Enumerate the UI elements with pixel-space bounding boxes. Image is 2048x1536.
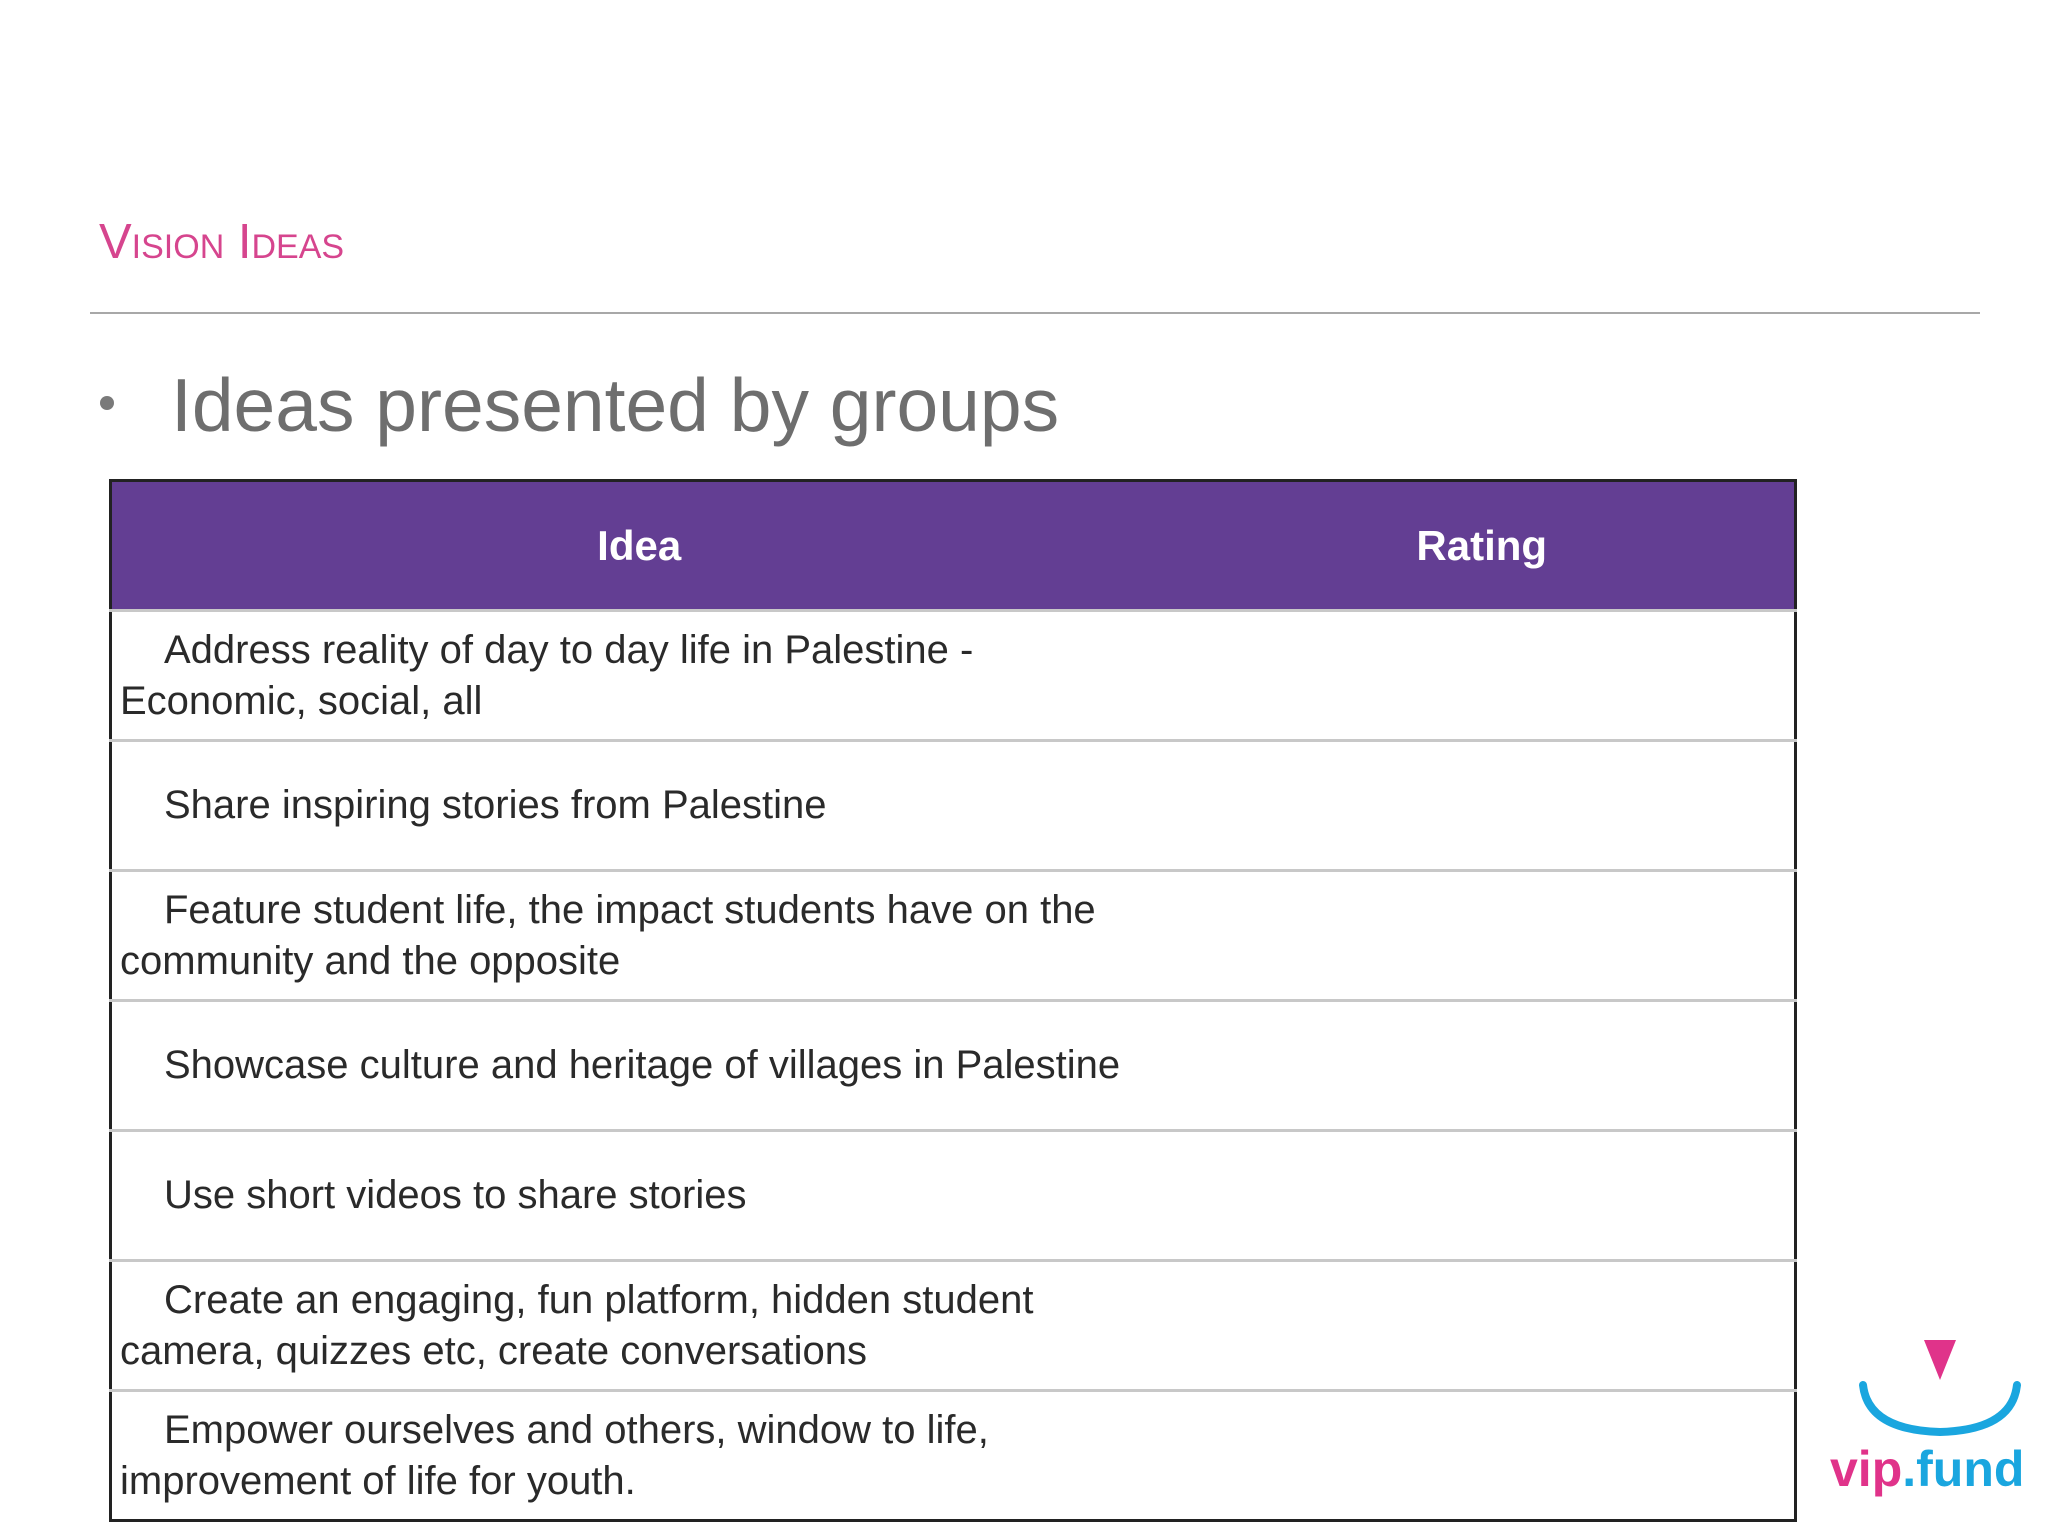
slide-title: Vision Ideas [99, 215, 345, 269]
idea-cell: Empower ourselves and others, window to life, improvement of life for youth. [111, 1391, 1167, 1521]
ideas-table [109, 479, 1797, 1522]
header-rating: Rating [1166, 481, 1795, 611]
header-row [111, 481, 1796, 611]
table-row [111, 1391, 1796, 1521]
idea-cell: Showcase culture and heritage of villages in Palestine [111, 1001, 1167, 1131]
rating-cell [1166, 1261, 1795, 1391]
rating-cell [1166, 611, 1795, 741]
table-row [111, 1131, 1796, 1261]
idea-cell: Feature student life, the impact students have on the community and the opposite [111, 871, 1167, 1001]
table-row [111, 871, 1796, 1001]
rating-cell [1166, 741, 1795, 871]
table-row [111, 741, 1796, 871]
rating-cell [1166, 1131, 1795, 1261]
idea-cell: Create an engaging, fun platform, hidden student camera, quizzes etc, create conversations [111, 1261, 1167, 1391]
vip-fund-logo [1830, 1441, 2025, 1497]
table-row [111, 611, 1796, 741]
idea-cell: Use short videos to share stories [111, 1131, 1167, 1261]
table-row [111, 1001, 1796, 1131]
bullet-icon [100, 396, 114, 410]
rating-cell [1166, 1391, 1795, 1521]
rating-cell [1166, 871, 1795, 1001]
idea-cell: Share inspiring stories from Palestine [111, 741, 1167, 871]
logo-text-vip: vip [1830, 1441, 1903, 1497]
table-row [111, 1261, 1796, 1391]
rating-cell [1166, 1001, 1795, 1131]
table-body [111, 611, 1796, 1521]
logo-text-fund: .fund [1902, 1441, 2025, 1497]
idea-cell: Address reality of day to day life in Palestine - Economic, social, all [111, 611, 1167, 741]
header-idea: Idea [111, 481, 1167, 611]
slide-subtitle: Ideas presented by groups [171, 363, 1060, 447]
table-header [111, 481, 1796, 611]
title-divider [90, 312, 1980, 314]
